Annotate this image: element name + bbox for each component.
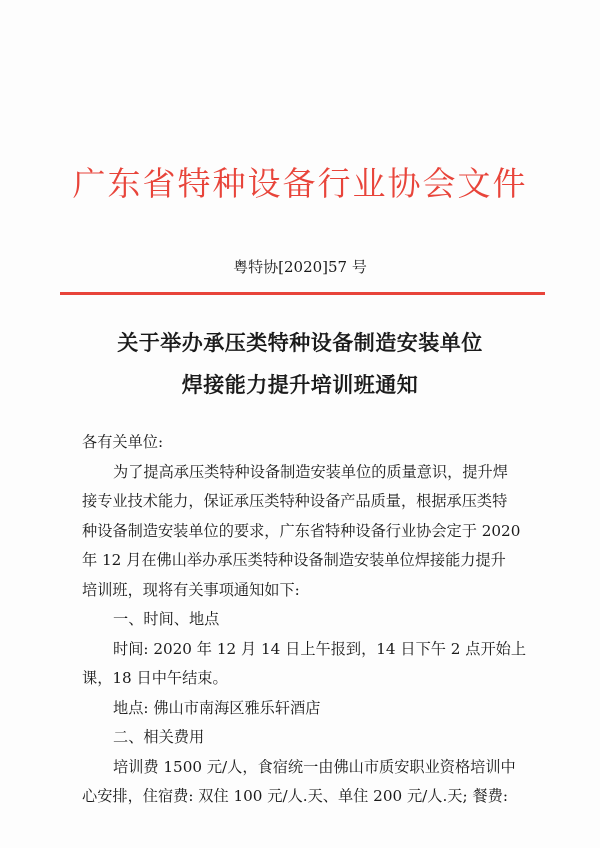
- body-line: 培训费 1500 元/人，食宿统一由佛山市质安职业资格培训中: [113, 757, 516, 776]
- org-header-title: 广东省特种设备行业协会文件: [72, 164, 528, 203]
- body-line: 课，18 日中午结束。: [82, 669, 228, 687]
- salutation: 各有关单位:: [82, 433, 164, 451]
- document-number: 粤特协[2020]57 号: [233, 258, 367, 276]
- section-heading: 二、相关费用: [113, 728, 205, 746]
- body-line: 地点: 佛山市南海区雅乐轩酒店: [113, 698, 321, 717]
- notice-subject: [0, 322, 600, 406]
- body-line: 时间: 2020 年 12 月 14 日上午报到，14 日下午 2 点开始上: [113, 639, 527, 658]
- notice-body: [82, 428, 527, 812]
- subject-line-2: 焊接能力提升培训班通知: [181, 372, 419, 397]
- body-line: 年 12 月在佛山举办承压类特种设备制造安装单位焊接能力提升: [82, 551, 506, 569]
- section-heading: 一、时间、地点: [113, 610, 220, 628]
- red-divider-rule: [60, 292, 545, 295]
- body-line: 培训班，现将有关事项通知如下:: [82, 580, 300, 599]
- body-line: 种设备制造安装单位的要求，广东省特种设备行业协会定于 2020: [82, 521, 521, 540]
- body-line: 心安排，住宿费: 双住 100 元/人.天、单住 200 元/人.天; 餐费:: [82, 787, 508, 805]
- body-line: 为了提高承压类特种设备制造安装单位的质量意识，提升焊: [113, 462, 508, 481]
- body-line: 接专业技术能力，保证承压类特种设备产品质量，根据承压类特: [82, 492, 508, 510]
- subject-line-1: 关于举办承压类特种设备制造安装单位: [117, 330, 483, 355]
